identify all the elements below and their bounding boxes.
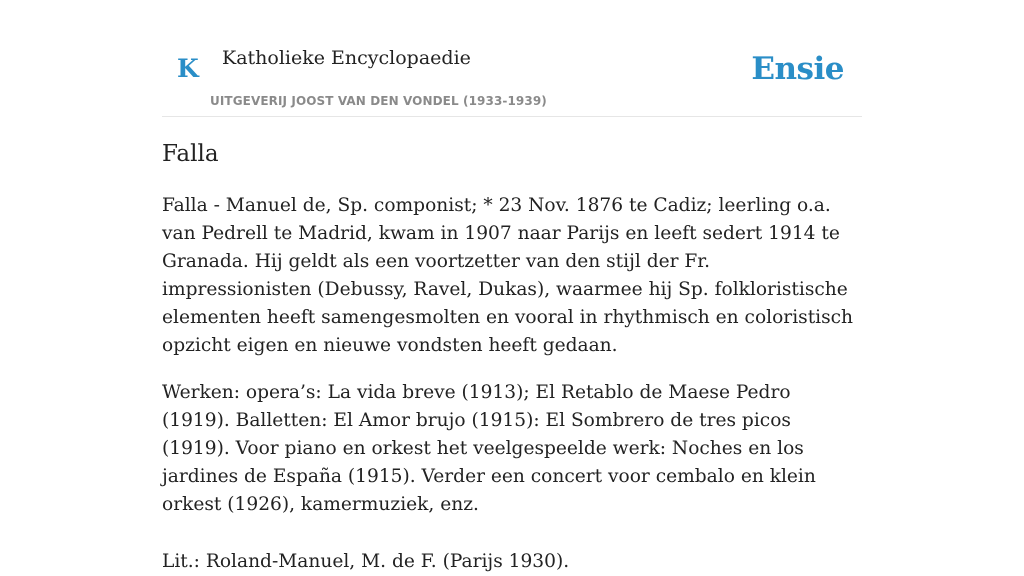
ensie-brand-link[interactable]: Ensie [751,51,844,87]
article-paragraph-literature: Lit.: Roland-Manuel, M. de F. (Parijs 1930). [162,551,570,572]
article-paragraph-works: Werken: opera’s: La vida breve (1913); El Retablo de Maese Pedro (1919). Balletten: El Amor brujo (1915): El Sombrero de tres picos (1919). Voor piano en orkest het veelgespeelde werk: Noches en los jardines de España (1915). Verder een concert voor cembalo en klein orkest (1926), kamermuziek, enz. [162,382,816,515]
encyclopedia-logo[interactable]: K [177,54,199,83]
encyclopedia-title: Katholieke Encyclopaedie [222,47,471,69]
article-paragraph-biography: Falla - Manuel de, Sp. componist; * 23 Nov. 1876 te Cadiz; leerling o.a. van Pedrell te Madrid, kwam in 1907 naar Parijs en leeft sedert 1914 te Granada. Hij geldt als een voortzetter van den stijl der Fr. impressionisten (Debussy, Ravel, Dukas), waarmee hij Sp. folkloristische elementen heeft samengesmolten en vooral in rhythmisch en coloristisch opzicht eigen en nieuwe vondsten heeft gedaan. [162,195,854,356]
site-header [162,0,862,117]
publisher-subtitle: UITGEVERIJ JOOST VAN DEN VONDEL (1933-1939) [210,94,547,108]
article [162,136,862,576]
article-title: Falla [162,141,219,167]
